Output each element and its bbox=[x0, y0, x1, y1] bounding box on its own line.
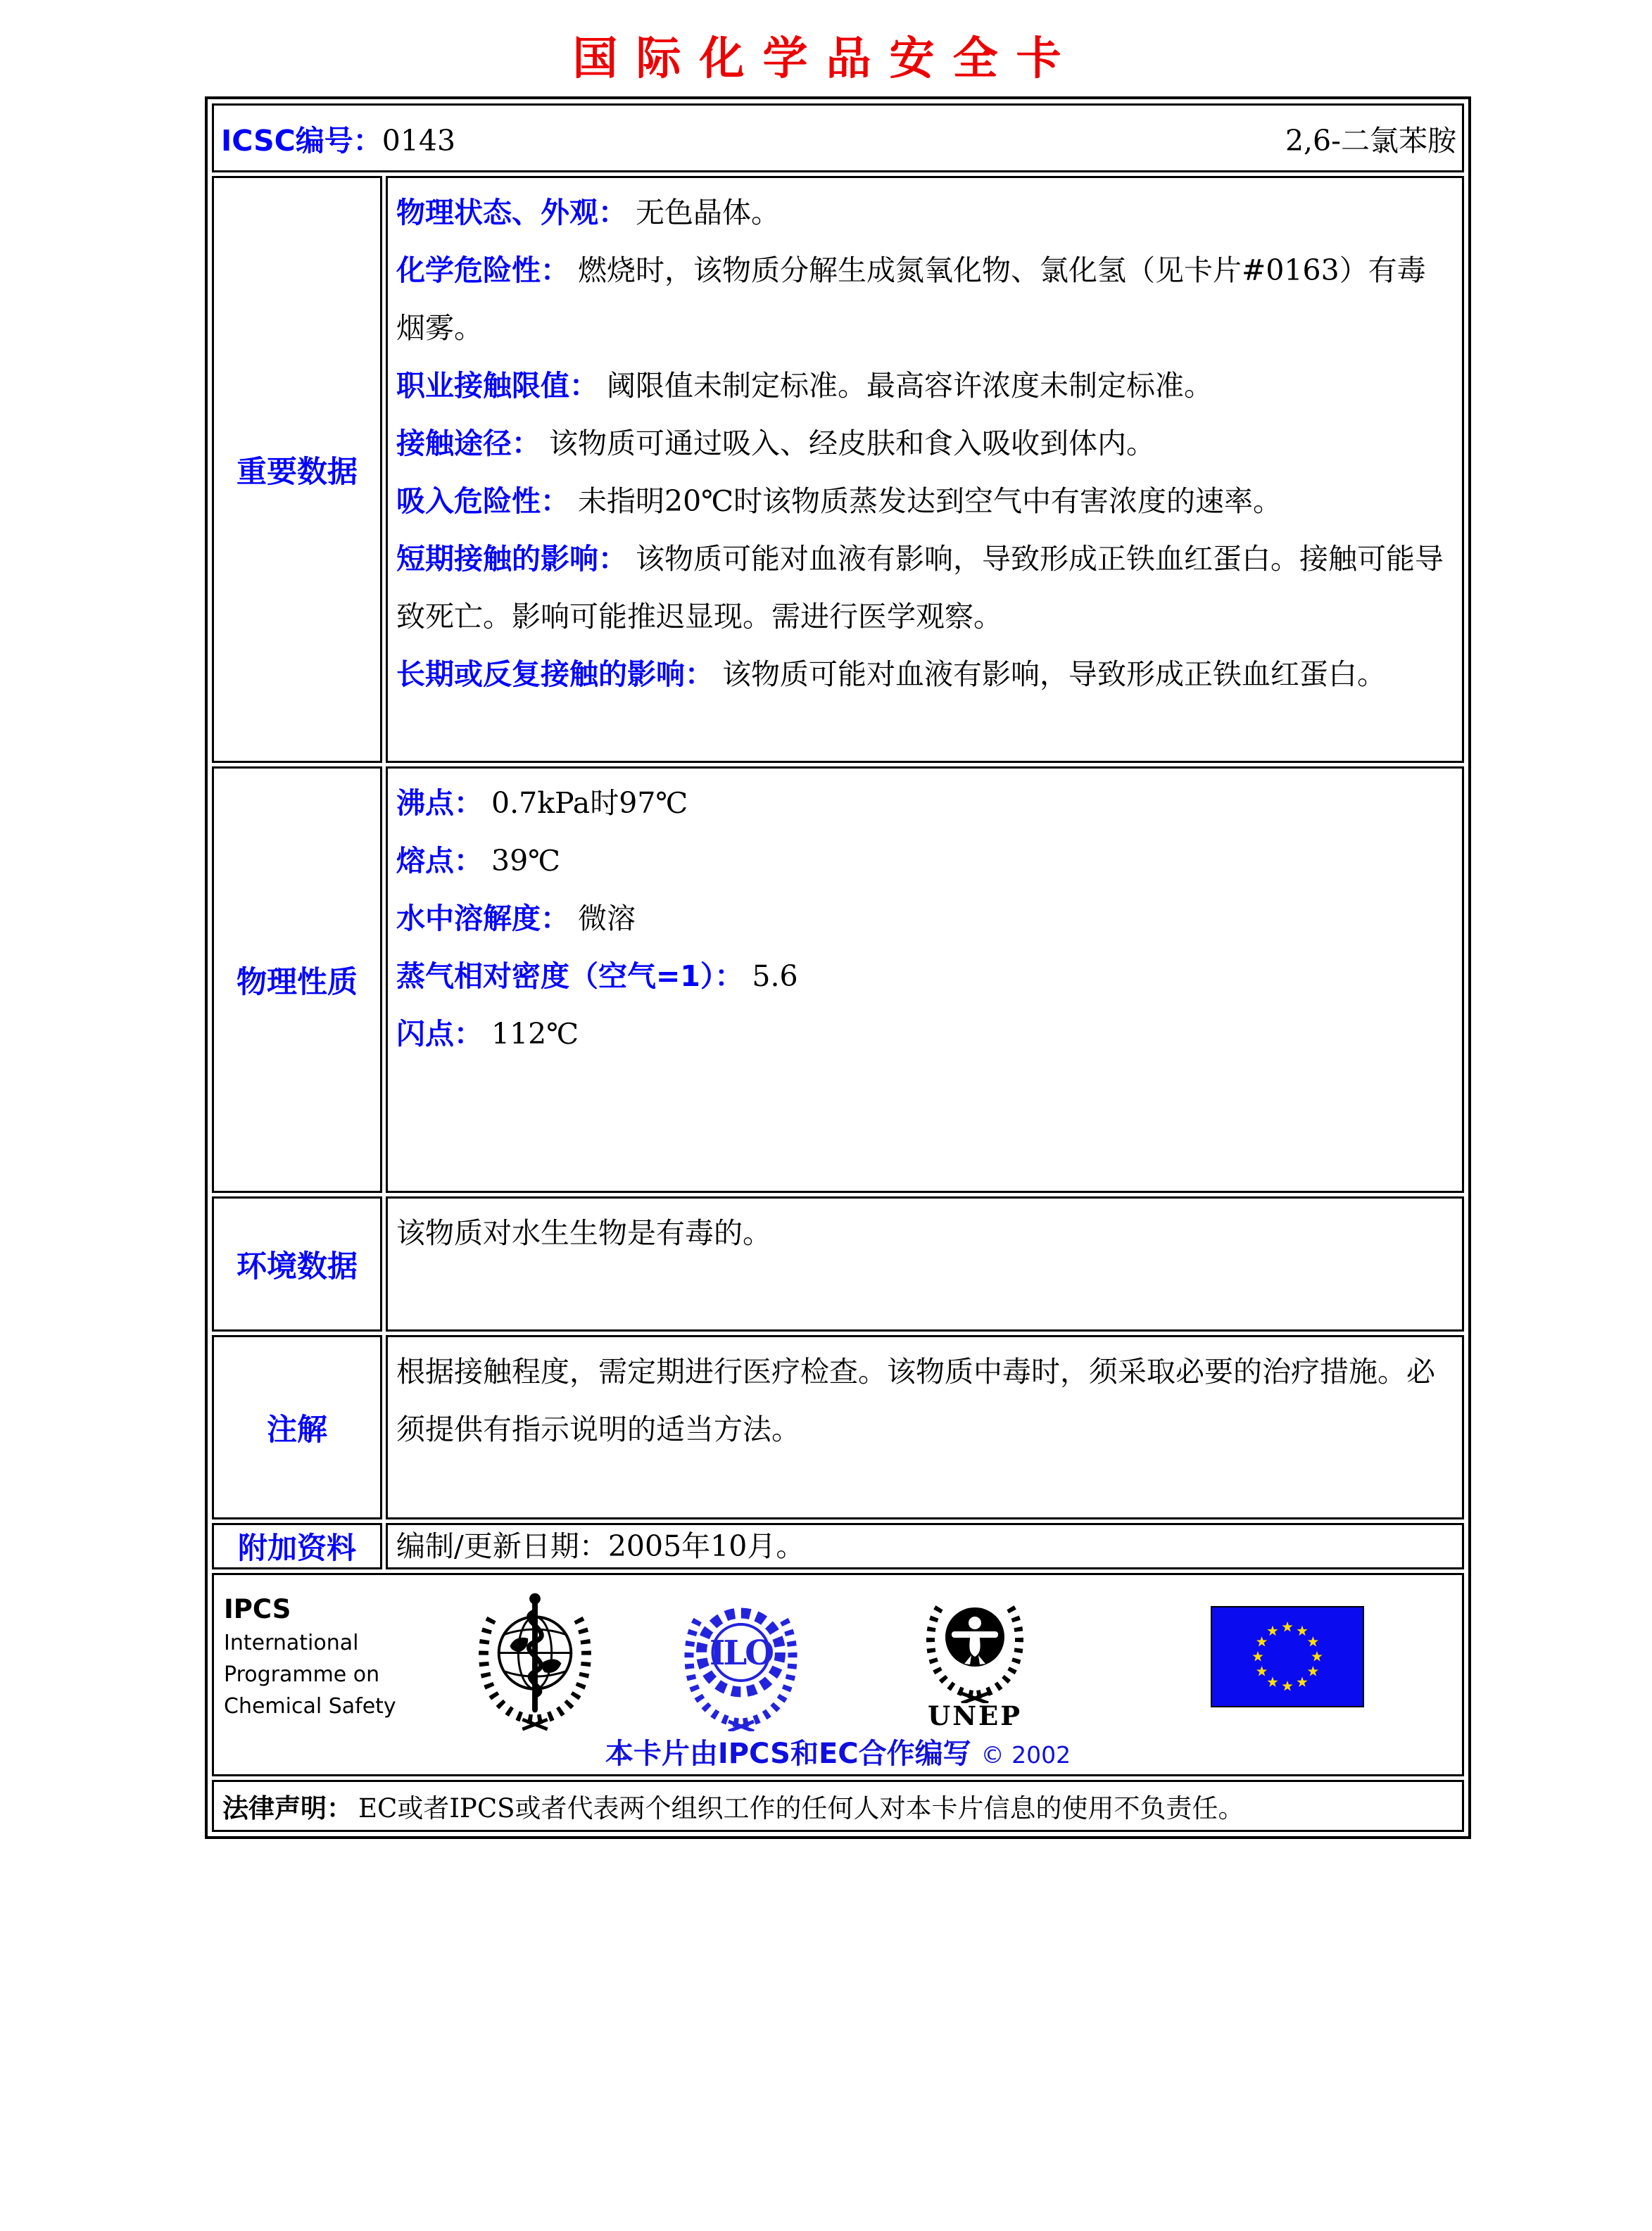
physical-properties-content bbox=[386, 766, 1464, 1193]
ipcs-block bbox=[224, 1592, 435, 1722]
physical-item: 水中溶解度： 微溶 bbox=[396, 902, 636, 935]
icsc-number-value: 0143 bbox=[382, 123, 456, 158]
page-title: 国际化学品安全卡 bbox=[572, 32, 1080, 85]
header-row bbox=[212, 103, 1464, 172]
icsc-number-label: ICSC编号： bbox=[221, 123, 382, 158]
legal-label: 法律声明： bbox=[222, 1793, 353, 1824]
section-label-important: 重要数据 bbox=[212, 176, 382, 763]
legal-text: EC或者IPCS或者代表两个组织工作的任何人对本卡片信息的使用不负责任。 bbox=[358, 1793, 1244, 1824]
legal-row bbox=[212, 1780, 1464, 1832]
additional-info-content bbox=[386, 1523, 1464, 1569]
legal-cell bbox=[212, 1780, 1464, 1832]
physical-properties-row bbox=[212, 766, 1464, 1193]
icsc-card bbox=[205, 96, 1471, 1839]
physical-item: 闪点： 112℃ bbox=[396, 1017, 579, 1051]
section-label-notes: 注解 bbox=[212, 1335, 382, 1519]
unep-text: UNEP bbox=[927, 1700, 1023, 1731]
logos-cell bbox=[212, 1573, 1464, 1776]
physical-item: 沸点： 0.7kPa时97℃ bbox=[396, 786, 688, 820]
logos-strip bbox=[224, 1582, 1452, 1731]
ilo-logo-icon bbox=[672, 1582, 809, 1731]
logos-row bbox=[212, 1573, 1464, 1776]
important-item: 长期或反复接触的影响： 该物质可能对血液有影响，导致形成正铁血红蛋白。 bbox=[396, 657, 1386, 691]
important-item: 吸入危险性： 未指明20℃时该物质蒸发达到空气中有害浓度的速率。 bbox=[396, 484, 1282, 518]
unep-logo-icon bbox=[915, 1582, 1035, 1703]
notes-text: 根据接触程度，需定期进行医疗检查。该物质中毒时，须采取必要的治疗措施。必须提供有指示说明的适当方法。 bbox=[396, 1355, 1435, 1446]
copyright-text: © 2002 bbox=[981, 1741, 1071, 1769]
important-item: 物理状态、外观： 无色晶体。 bbox=[396, 196, 780, 229]
ipcs-title: IPCS bbox=[224, 1593, 291, 1624]
header-cell bbox=[212, 103, 1464, 172]
ipcs-subtitle-line: Chemical Safety bbox=[224, 1693, 396, 1719]
environment-data-row bbox=[212, 1196, 1464, 1332]
important-data-row bbox=[212, 176, 1464, 763]
environment-text: 该物质对水生生物是有毒的。 bbox=[396, 1216, 771, 1250]
eu-flag-icon bbox=[1211, 1606, 1364, 1707]
important-item: 职业接触限值： 阈限值未制定标准。最高容许浓度未制定标准。 bbox=[396, 369, 1213, 403]
icsc-number bbox=[221, 118, 455, 159]
notes-row bbox=[212, 1335, 1464, 1519]
chemical-name: 2,6-二氯苯胺 bbox=[1285, 123, 1456, 158]
important-item: 化学危险性： 燃烧时，该物质分解生成氮氧化物、氯化氢（见卡片#0163）有毒烟雾。 bbox=[396, 253, 1426, 345]
additional-info-row bbox=[212, 1523, 1464, 1569]
environment-data-content bbox=[386, 1196, 1464, 1332]
ipcs-subtitle-line: International bbox=[224, 1630, 359, 1655]
ilo-text: ILO bbox=[709, 1633, 773, 1673]
additional-text: 编制/更新日期：2005年10月。 bbox=[396, 1529, 805, 1563]
notes-content bbox=[386, 1335, 1464, 1519]
unep-block bbox=[915, 1582, 1035, 1731]
section-label-physical: 物理性质 bbox=[212, 766, 382, 1193]
important-data-content bbox=[386, 176, 1464, 763]
section-label-environment: 环境数据 bbox=[212, 1196, 382, 1332]
section-label-additional: 附加资料 bbox=[212, 1523, 382, 1569]
footer-caption bbox=[224, 1731, 1452, 1771]
caption-text: 本卡片由IPCS和EC合作编写 bbox=[605, 1738, 971, 1770]
physical-item: 熔点： 39℃ bbox=[396, 844, 561, 878]
who-logo-icon bbox=[465, 1582, 605, 1731]
important-item: 短期接触的影响： 该物质可能对血液有影响，导致形成正铁血红蛋白。接触可能导致死亡。影响可能推迟显现。需进行医学观察。 bbox=[396, 542, 1444, 633]
physical-item: 蒸气相对密度（空气=1）： 5.6 bbox=[396, 959, 798, 993]
ipcs-subtitle-line: Programme on bbox=[224, 1662, 380, 1687]
important-item: 接触途径： 该物质可通过吸入、经皮肤和食入吸收到体内。 bbox=[396, 426, 1155, 460]
